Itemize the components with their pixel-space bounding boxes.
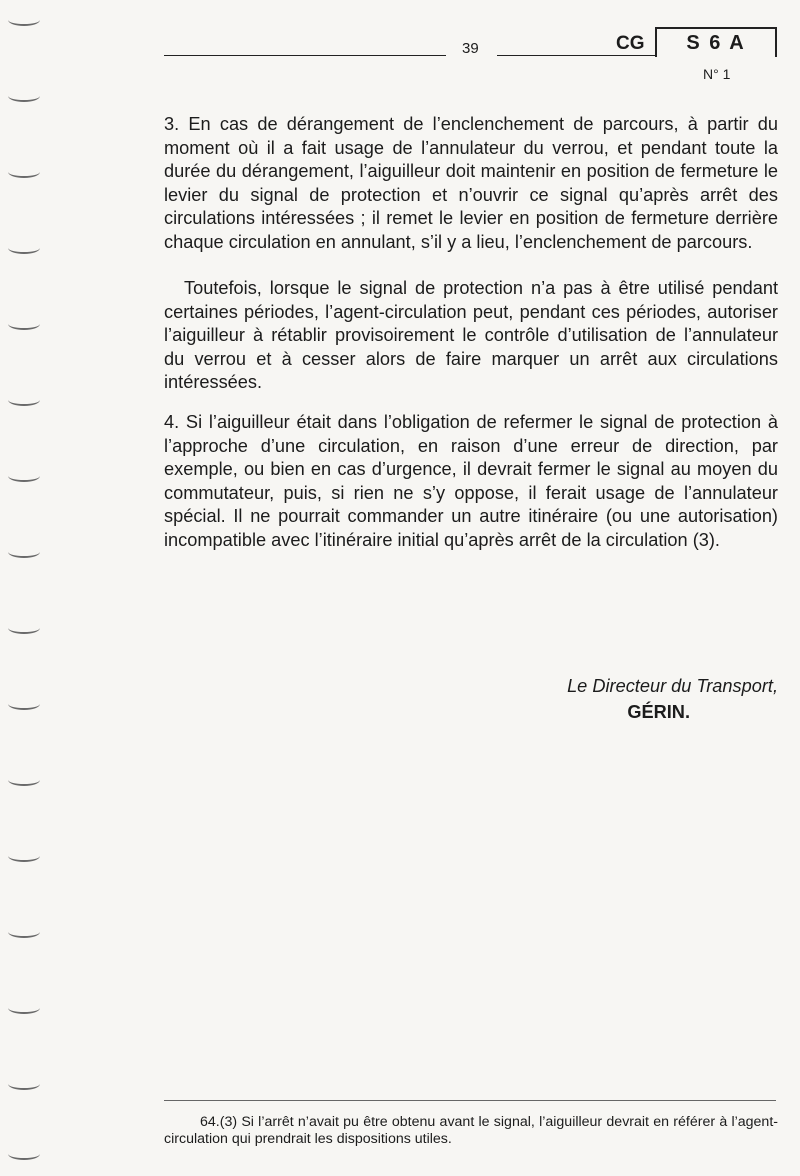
binder-hole [8, 774, 40, 786]
page-number: 39 [462, 40, 479, 57]
binder-hole [8, 1002, 40, 1014]
issue-number: N° 1 [703, 66, 731, 82]
paragraph-4: 4. Si l’aiguilleur était dans l’obligation de refermer le signal de protection à l’approche d’une circulation, en raison d’une erreur de direction, par exemple, ou bien en cas d’urgence, il devrait fermer le signal au moyen du commutateur, puis, si rien ne s’y oppose, il ferait usage de l’annulateur spécial. Il ne pourrait commander un autre itinéraire (ou une autorisation) incompatible avec l’itinéraire initial qu’après arrêt de la circulation (3). [164, 412, 778, 550]
binder-hole [8, 90, 40, 102]
paragraph-toutefois: Toutefois, lorsque le signal de protection n’a pas à être utilisé pendant certaines périodes, l’agent-circulation peut, pendant ces périodes, autoriser l’aiguilleur à rétablir provisoirement le contrôle d’utilisation de l’annulateur du verrou et à cesser alors de faire marquer un arrêt aux circulations intéressées. [164, 278, 778, 393]
binder-hole [8, 1148, 40, 1160]
footnote: 64.(3) Si l’arrêt n’avait pu être obtenu avant le signal, l’aiguilleur devrait en référer à l’agent-circulation qui prendrait les dispositions utiles. [164, 1114, 778, 1147]
binder-hole [8, 14, 40, 26]
binder-hole [8, 622, 40, 634]
document-code: S 6 A [655, 27, 777, 57]
signer-title: Le Directeur du Transport, [567, 676, 778, 696]
binder-hole [8, 470, 40, 482]
header-rule-right [497, 55, 655, 56]
binder-hole [8, 926, 40, 938]
binder-hole [8, 850, 40, 862]
binder-hole [8, 698, 40, 710]
signature-block [480, 673, 778, 725]
paragraph-3: 3. En cas de dérangement de l’enclenchement de parcours, à partir du moment où il a fait usage de l’annulateur du verrou, et pendant toute la durée du dérangement, l’aiguilleur doit maintenir en position de fermeture le levier du signal de protection et n’ouvrir ce signal qu’après arrêt des circulations intéressées ; il remet le levier en position de fermeture derrière chaque circulation en annulant, s’il y a lieu, l’enclenchement de parcours. [164, 114, 778, 252]
binder-hole [8, 1078, 40, 1090]
binder-hole [8, 318, 40, 330]
binder-hole [8, 394, 40, 406]
footnote-rule [164, 1100, 776, 1101]
binder-hole [8, 166, 40, 178]
signer-name: GÉRIN. [627, 702, 690, 722]
series-label: CG [616, 33, 645, 54]
header-rule-left [164, 55, 446, 56]
binder-hole [8, 242, 40, 254]
binder-hole [8, 546, 40, 558]
